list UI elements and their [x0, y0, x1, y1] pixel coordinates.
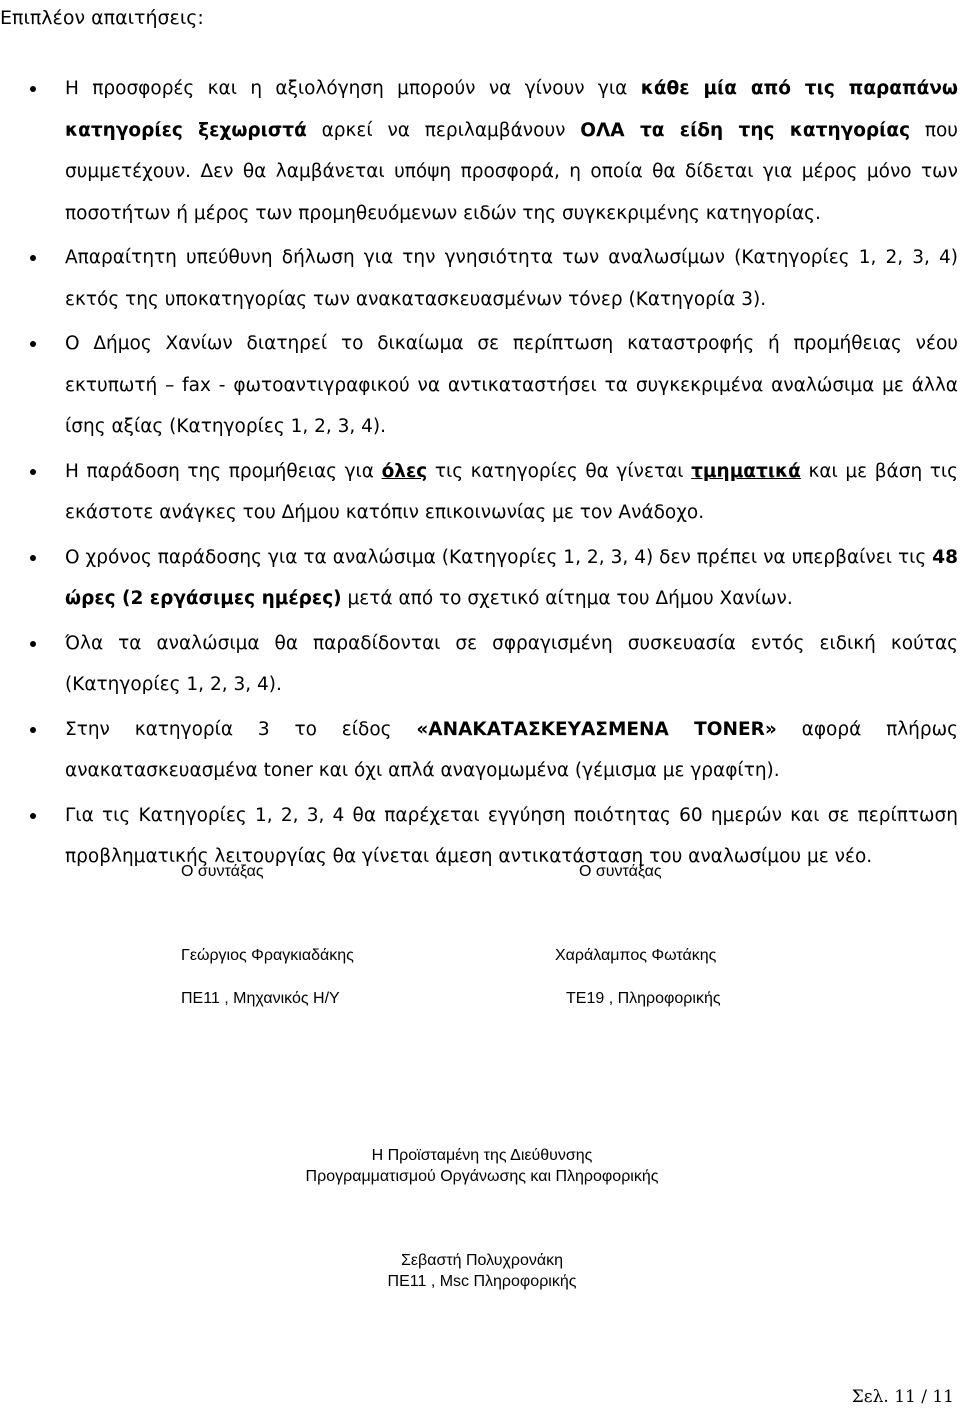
bullet-icon — [30, 469, 36, 475]
item-text: Η προσφορές και η αξιολόγηση μπορούν να γίνουν για — [65, 78, 641, 99]
bullet-icon — [30, 255, 36, 261]
bold-text: «ΑΝΑΚΑΤΑΣΚΕΥΑΣΜΕΝΑ TONER» — [416, 718, 777, 740]
requirement-item — [0, 537, 960, 620]
head-name: Σεβαστή Πολυχρονάκη — [400, 1252, 564, 1269]
page-number: Σελ. 11 / 11 — [851, 1387, 954, 1407]
bold-text: ΟΛΑ τα είδη της κατηγορίας — [580, 119, 911, 141]
item-text: Η παράδοση της προμήθειας για — [65, 460, 382, 482]
item-text: μετά από το σχετικό αίτημα του Δήμου Χανίων. — [341, 588, 793, 609]
bullet-icon — [30, 727, 36, 733]
requirement-item — [0, 709, 960, 792]
requirement-item — [0, 68, 960, 234]
bullet-icon — [30, 813, 36, 819]
head-role-line2: Προγραμματισμού Οργάνωσης και Πληροφορικής — [305, 1168, 659, 1185]
bold-text: κάθε μία από τις παραπάνω κατηγορίες ξεχωριστά — [65, 78, 959, 141]
item-text: Για τις Κατηγορίες 1, 2, 3, 4 θα παρέχεται εγγύηση ποιότητας 60 ημερών και σε περίπτωση προβληματικής λειτουργίας θα γίνεται άμεση αντικατάσταση του αναλωσίμου με νέο. — [65, 804, 958, 867]
emphasis-text: τμηματικά — [691, 460, 801, 482]
requirement-item — [0, 237, 960, 320]
bullet-icon — [30, 341, 36, 347]
emphasis-text: όλες — [381, 460, 428, 482]
item-text: Απαραίτητη υπεύθυνη δήλωση για την γνησιότητα των αναλωσίμων (Κατηγορίες 1, 2, 3, 4) εκτός της υποκατηγορίας των ανακατασκευασμένων τόνερ (Κατηγορία 3). — [65, 247, 958, 310]
bullet-icon — [30, 86, 36, 92]
item-text: Στην κατηγορία 3 το είδος — [65, 718, 417, 740]
requirement-item — [0, 795, 960, 878]
left-author-name: Γεώργιος Φραγκιαδάκης — [181, 947, 354, 964]
bullet-icon — [30, 641, 36, 647]
right-author-name: Χαράλαμπος Φωτάκης — [555, 947, 717, 964]
bold-text: 48 ώρες (2 εργάσιμες ημέρες) — [65, 546, 958, 609]
head-title: ΠΕ11 , Msc Πληροφορικής — [387, 1273, 577, 1290]
section-heading: Επιπλέον απαιτήσεις: — [0, 7, 204, 29]
right-author-title: ΤΕ19 , Πληροφορικής — [566, 990, 721, 1007]
left-author-role: Ο συντάξας — [181, 863, 264, 880]
item-text: Ο χρόνος παράδοσης για τα αναλώσιμα (Κατηγορίες 1, 2, 3, 4) δεν πρέπει να υπερβαίνει τις — [65, 546, 933, 568]
item-text: αρκεί να περιλαμβάνουν — [306, 119, 581, 141]
requirement-item — [0, 323, 960, 448]
item-text: Όλα τα αναλώσιμα θα παραδίδονται σε σφραγισμένη συσκευασία εντός ειδική κούτας (Κατηγορίες 1, 2, 3, 4). — [65, 632, 958, 695]
requirement-item — [0, 451, 960, 534]
requirements-list — [0, 68, 960, 881]
item-text: αφορά πλήρως ανακατασκευασμένα toner και όχι απλά αναγομωμένα (γέμισμα με γραφίτη). — [65, 718, 958, 781]
item-text: τις κατηγορίες θα γίνεται — [427, 460, 692, 482]
item-text: που συμμετέχουν. Δεν θα λαμβάνεται υπόψη προσφορά, η οποία θα δίδεται για μέρος μόνο των ποσοτήτων ή μέρος των προμηθευόμενων ειδών της συγκεκριμένης κατηγορίας. — [65, 119, 958, 224]
bullet-icon — [30, 555, 36, 561]
item-text: Ο Δήμος Χανίων διατηρεί το δικαίωμα σε περίπτωση καταστροφής ή προμήθειας νέου εκτυπωτή – fax - φωτοαντιγραφικού να αντικαταστήσει τα συγκεκριμένα αναλώσιμα με άλλα ίσης αξίας (Κατηγορίες 1, 2, 3, 4). — [65, 333, 958, 437]
requirement-item — [0, 623, 960, 706]
right-author-role: Ο συντάξας — [579, 863, 662, 880]
head-role-line1: Η Προϊσταμένη της Διεύθυνσης — [371, 1147, 593, 1164]
item-text: και με βάση τις εκάστοτε ανάγκες του Δήμου κατόπιν επικοινωνίας με τον Ανάδοχο. — [65, 460, 959, 523]
left-author-title: ΠΕ11 , Μηχανικός Η/Υ — [181, 990, 340, 1007]
